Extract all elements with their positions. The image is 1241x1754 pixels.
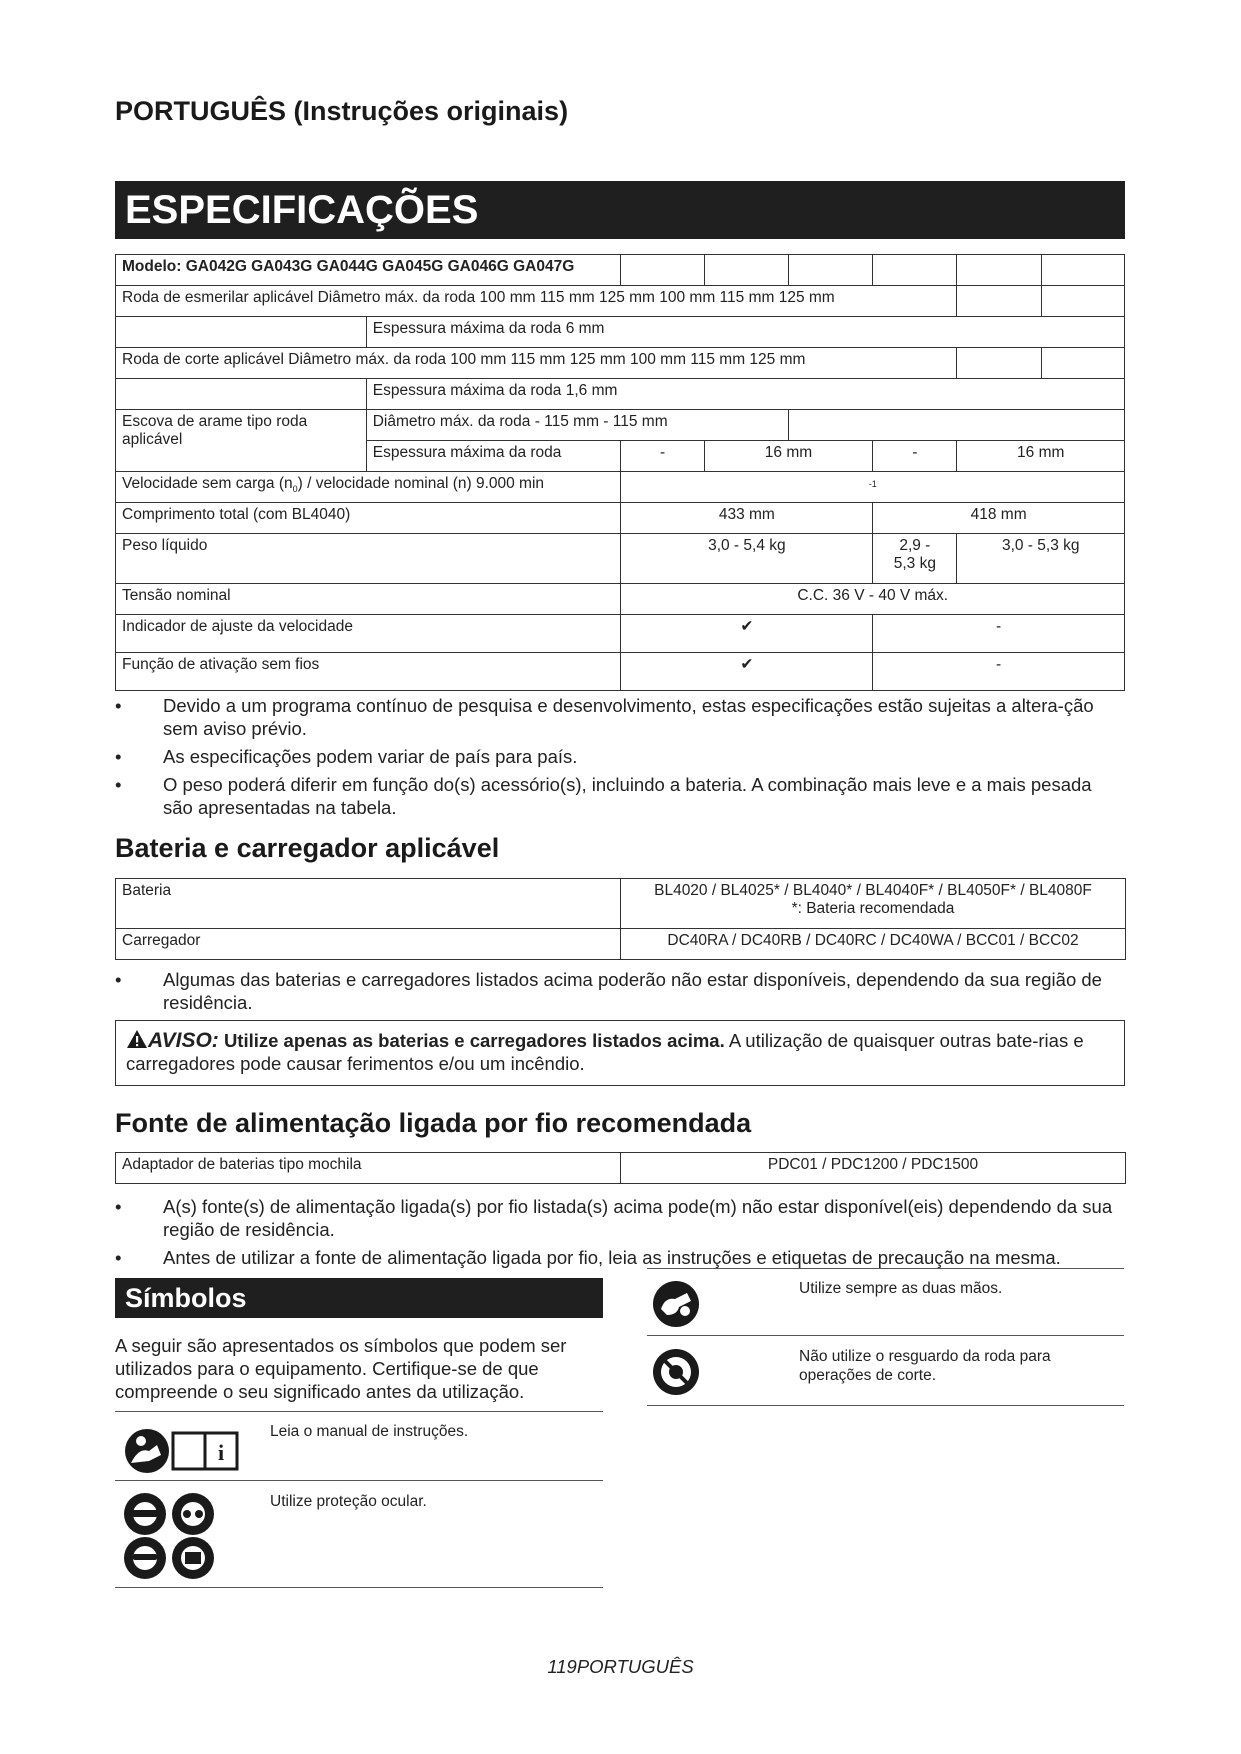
charger-label: Carregador xyxy=(116,929,621,960)
warning-bold-text: Utilize apenas as baterias e carregadores listados acima. xyxy=(223,1030,725,1051)
symbol-text: Não utilize o resguardo da roda para operações de corte. xyxy=(799,1348,1051,1384)
battery-value: BL4020 / BL4025* / BL4040* / BL4040F* / BL4050F* / BL4080F xyxy=(654,882,1092,899)
wire-brush-thickness-value: 16 mm xyxy=(704,441,873,472)
spec-note: • Devido a um programa contínuo de pesquisa e desenvolvimento, estas especificações estão sujeitas a altera-ção sem aviso prévio. xyxy=(115,694,1125,740)
speed-unit-superscript: -1 xyxy=(868,479,877,489)
warning-label: AVISO: xyxy=(148,1029,219,1052)
check-icon: ✔ xyxy=(621,653,873,691)
weight-label: Peso líquido xyxy=(116,534,621,584)
spec-note: • As especificações podem variar de país para país. xyxy=(115,745,1125,768)
speed-indicator-label: Indicador de ajuste da velocidade xyxy=(116,615,621,653)
battery-label: Bateria xyxy=(116,879,621,929)
speed-label: Velocidade sem carga $(n_0)$ / velocidade nominal (n) 9.000 min xyxy=(116,472,621,503)
warning-box xyxy=(115,1020,1125,1086)
battery-note: *: Bateria recomendada xyxy=(791,900,955,917)
weight-value: 3,0 - 5,4 kg xyxy=(621,534,873,584)
weight-value: 2,9 - 5,3 kg xyxy=(873,534,957,584)
adapter-value: PDC01 / PDC1200 / PDC1500 xyxy=(621,1153,1126,1184)
no-guard-cutting-icon xyxy=(651,1347,701,1397)
wireless-label: Função de ativação sem fios xyxy=(116,653,621,691)
length-value: 433 mm xyxy=(621,503,873,534)
grinding-thickness: Espessura máxima da roda 6 mm xyxy=(366,317,1124,348)
wire-brush-label: Escova de arame tipo roda aplicável xyxy=(116,410,367,472)
read-manual-icon xyxy=(123,1427,243,1475)
power-table xyxy=(115,1152,1126,1184)
cutoff-thickness: Espessura máxima da roda 1,6 mm xyxy=(366,379,1124,410)
spec-notes xyxy=(115,694,1125,824)
spec-note: • O peso poderá diferir em função do(s) acessório(s), incluindo a bateria. A combinação mais leve e a mais pesada são apresentadas na tabela. xyxy=(115,773,1125,819)
length-label: Comprimento total (com BL4040) xyxy=(116,503,621,534)
adapter-label: Adaptador de baterias tipo mochila xyxy=(116,1153,621,1184)
symbol-row xyxy=(647,1337,1124,1406)
check-icon: ✔ xyxy=(621,615,873,653)
warning-triangle-icon xyxy=(126,1029,148,1049)
specifications-table xyxy=(115,254,1125,691)
page-footer: 119PORTUGUÊS xyxy=(547,1656,694,1677)
eye-protection-icon xyxy=(123,1492,219,1582)
power-note: • A(s) fonte(s) de alimentação ligada(s) por fio listada(s) acima pode(m) não estar disponível(eis) dependendo da sua região de residência. xyxy=(115,1195,1125,1241)
voltage-value: C.C. 36 V - 40 V máx. xyxy=(621,584,1125,615)
model-label: Modelo: GA042G GA043G GA044G GA045G GA046G GA047G xyxy=(116,255,621,286)
battery-note: • Algumas das baterias e carregadores listados acima poderão não estar disponíveis, dependendo da sua região de residência. xyxy=(115,968,1125,1014)
symbol-row xyxy=(647,1269,1124,1336)
symbols-banner: Símbolos xyxy=(115,1278,603,1318)
wire-brush-thickness-value: - xyxy=(621,441,704,472)
speed-indicator-value: - xyxy=(873,615,1125,653)
wire-brush-diameter: Diâmetro máx. da roda - 115 mm - 115 mm xyxy=(366,410,788,441)
voltage-label: Tensão nominal xyxy=(116,584,621,615)
power-note: • Antes de utilizar a fonte de alimentação ligada por fio, leia as instruções e etiquetas de precaução na mesma. xyxy=(115,1246,1125,1269)
cutoff-wheel-label: Roda de corte aplicável Diâmetro máx. da roda 100 mm 115 mm 125 mm 100 mm 115 mm 125 mm xyxy=(116,348,957,379)
symbol-text: Utilize proteção ocular. xyxy=(270,1493,427,1510)
battery-heading: Bateria e carregador aplicável xyxy=(115,833,500,863)
warning-text: A utilização de quaisquer outras bate-rias e carregadores pode causar ferimentos e/ou um incêndio. xyxy=(126,1030,1084,1074)
symbol-text: Utilize sempre as duas mãos. xyxy=(799,1280,1003,1297)
power-notes xyxy=(115,1195,1125,1274)
symbols-intro: A seguir são apresentados os símbolos que podem ser utilizados para o equipamento. Certifique-se de que compreende o seu significado antes da utilização. xyxy=(115,1335,567,1402)
svg-text:i: i xyxy=(217,1440,225,1465)
two-hands-icon xyxy=(651,1279,701,1329)
length-value: 418 mm xyxy=(873,503,1125,534)
symbol-text: Leia o manual de instruções. xyxy=(270,1423,469,1440)
wireless-value: - xyxy=(873,653,1125,691)
symbol-row xyxy=(115,1482,603,1588)
weight-value: 3,0 - 5,3 kg xyxy=(957,534,1125,584)
grinding-wheel-label: Roda de esmerilar aplicável Diâmetro máx. da roda 100 mm 115 mm 125 mm 100 mm 115 mm 125 mm xyxy=(116,286,957,317)
specifications-banner: ESPECIFICAÇÕES xyxy=(115,181,1125,239)
symbol-row xyxy=(115,1412,603,1481)
charger-value: DC40RA / DC40RB / DC40RC / DC40WA / BCC01 / BCC02 xyxy=(621,929,1126,960)
power-heading: Fonte de alimentação ligada por fio recomendada xyxy=(115,1108,752,1138)
battery-notes xyxy=(115,968,1125,1019)
wire-brush-thickness-value: - xyxy=(873,441,957,472)
battery-table xyxy=(115,878,1126,960)
wire-brush-thickness-label: Espessura máxima da roda xyxy=(366,441,621,472)
wire-brush-thickness-value: 16 mm xyxy=(957,441,1125,472)
page-title: PORTUGUÊS (Instruções originais) xyxy=(115,96,569,126)
